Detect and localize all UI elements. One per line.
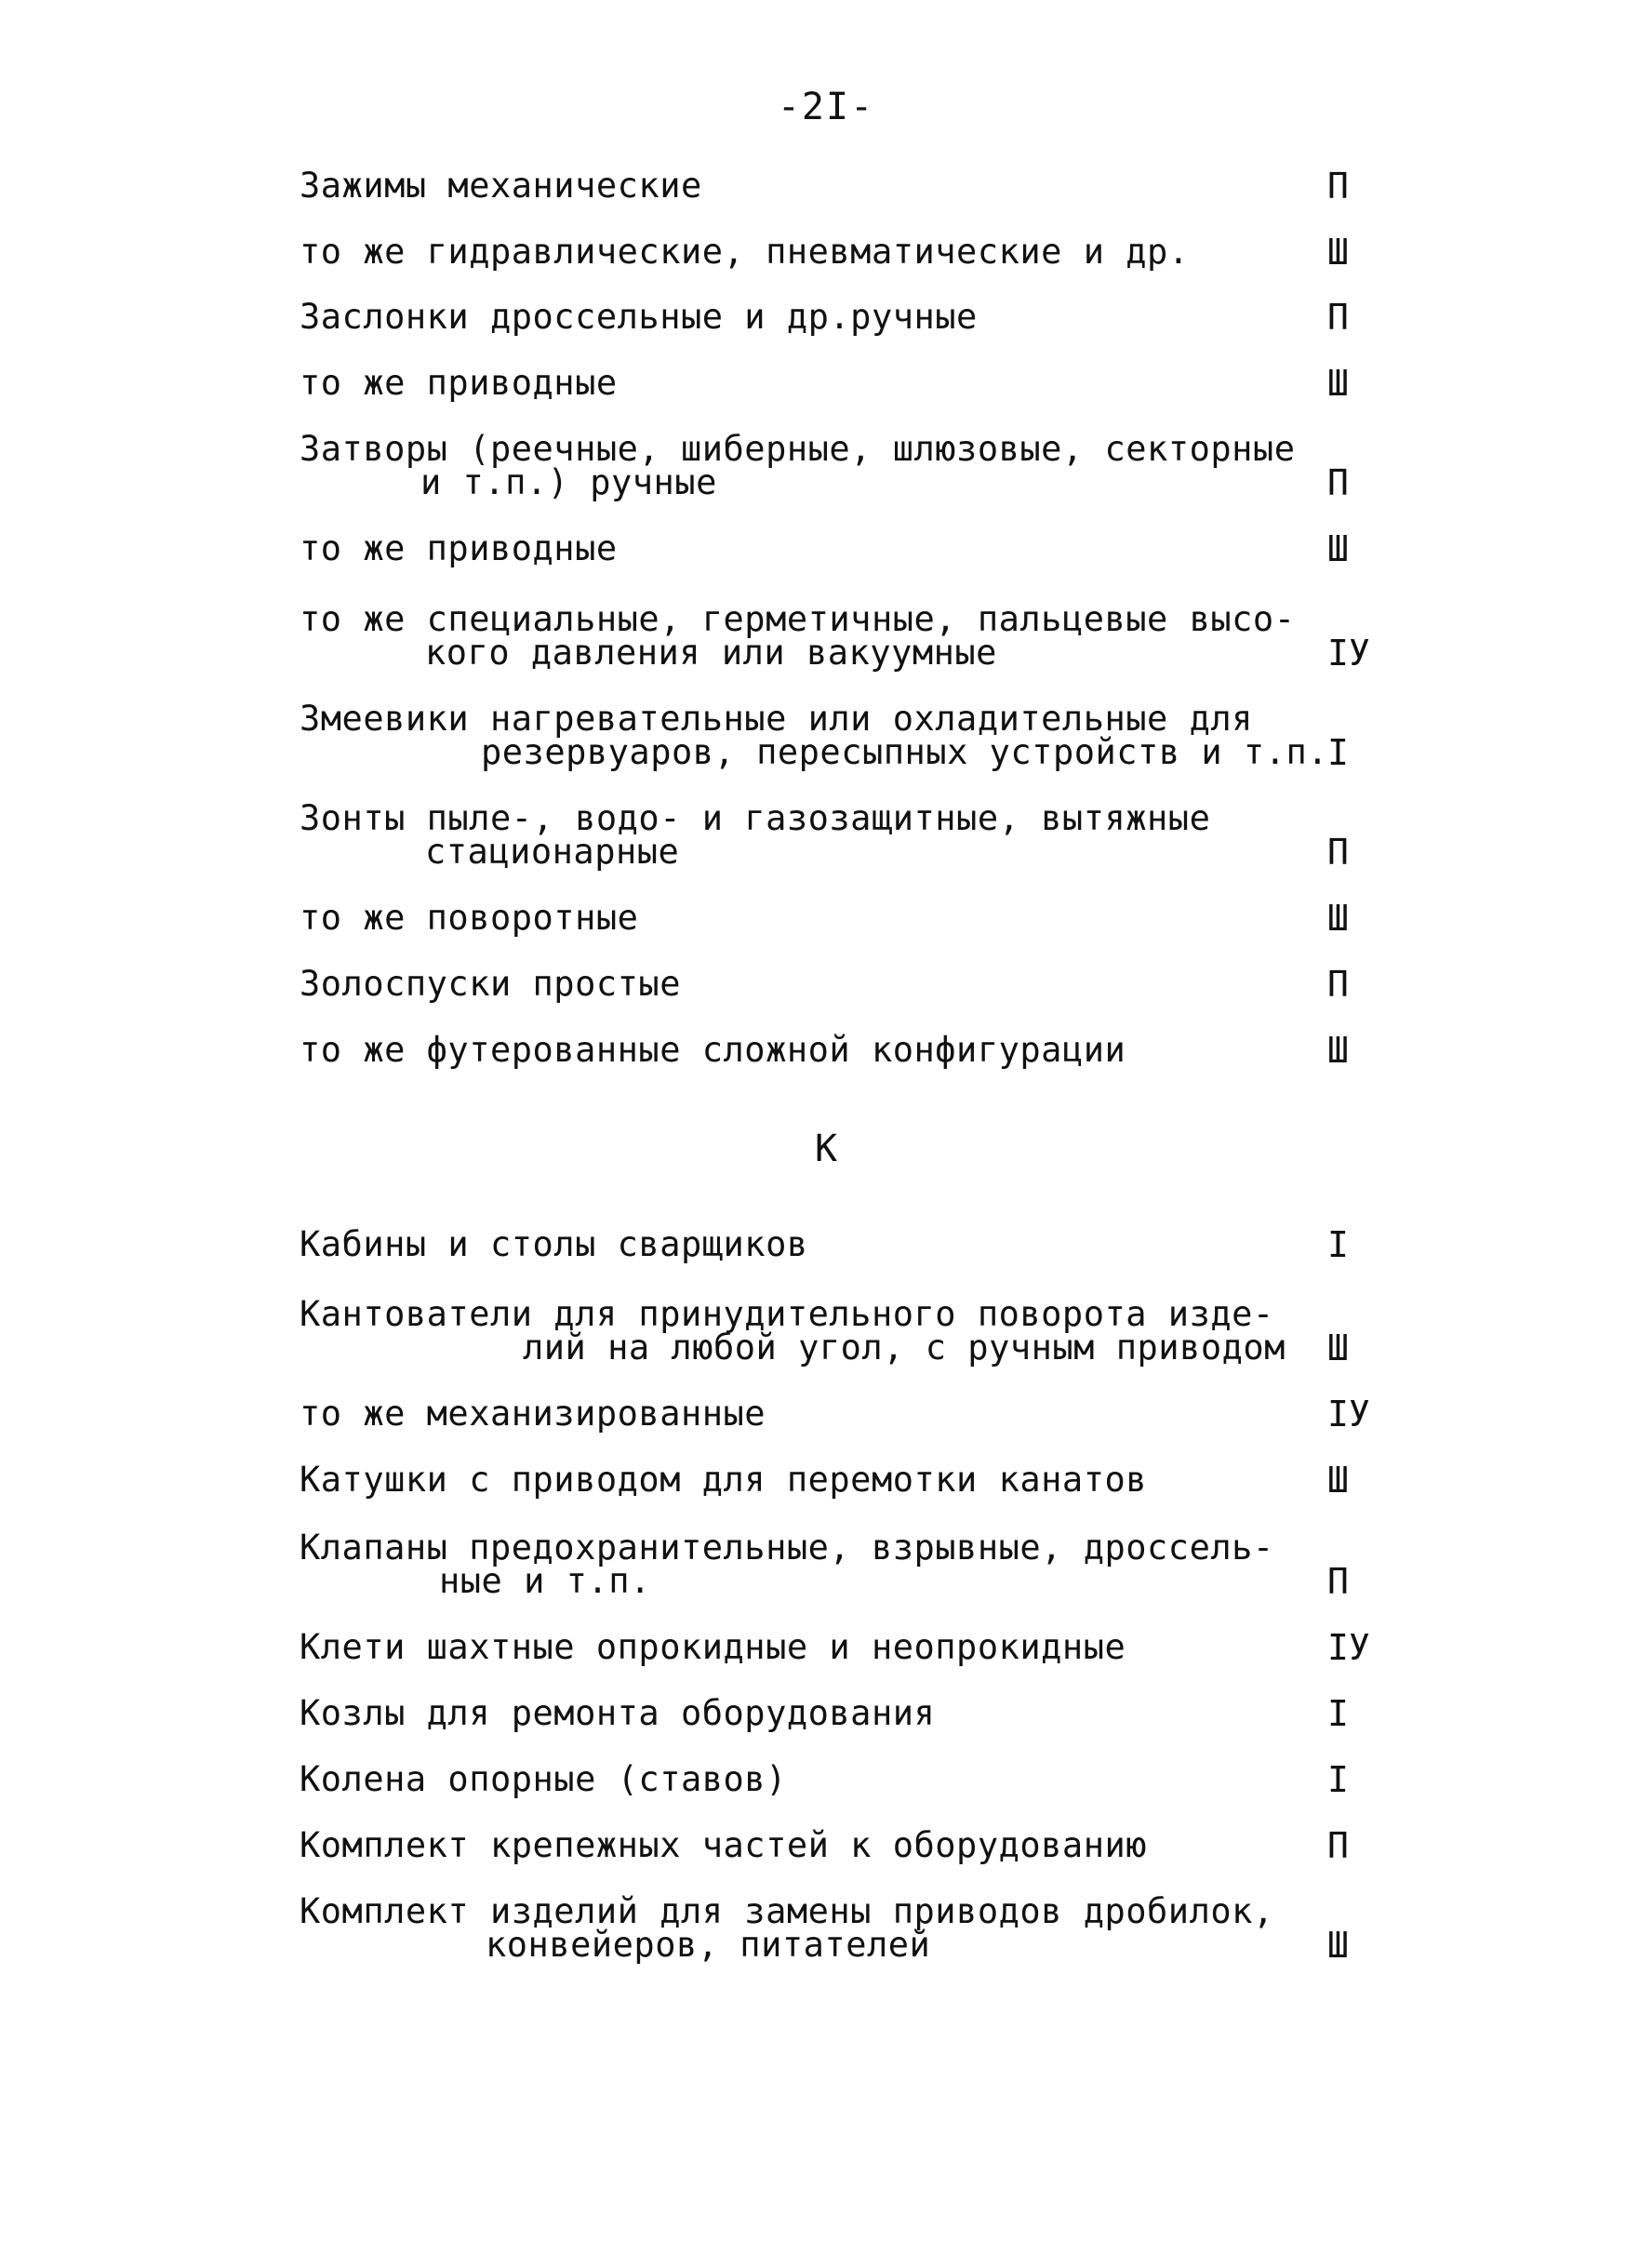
class-value: I (1327, 1693, 1349, 1734)
list-item (300, 699, 1351, 772)
entry-text: то же механизированные (300, 1394, 766, 1434)
class-value: Ш (1327, 363, 1349, 404)
list-item (300, 898, 1351, 938)
class-value: I (1327, 732, 1349, 773)
entry-text: то же приводные (300, 363, 618, 403)
list-item (300, 297, 1351, 337)
entry-text: Заслонки дроссельные и др.ручные (300, 297, 978, 337)
entry-text-continued: и т.п.) ручные (420, 462, 717, 502)
entry-text: то же футерованные сложной конфигурации (300, 1030, 1126, 1070)
entry-text: то же специальные, герметичные, пальцевые высо- (300, 599, 1296, 639)
entry-text: Комплект крепежных частей к оборудованию (300, 1825, 1148, 1865)
class-value: Ш (1327, 1328, 1349, 1368)
list-item (300, 528, 1351, 568)
list-item (300, 1294, 1351, 1368)
entry-text: Колена опорные (ставов) (300, 1759, 787, 1799)
entry-text: Затворы (реечные, шиберные, шлюзовые, секторные (300, 429, 1296, 469)
class-value: П (1327, 1561, 1349, 1602)
class-value: Ш (1327, 1460, 1349, 1501)
list-item (300, 429, 1351, 502)
list-item (300, 1693, 1351, 1733)
class-value: Ш (1327, 898, 1349, 939)
entry-text-continued: резервуаров, пересыпных устройств и т.п. (481, 732, 1329, 772)
class-value: П (1327, 297, 1349, 338)
entry-text-continued: стационарные (425, 832, 680, 872)
list-item (300, 1759, 1351, 1799)
class-value: П (1327, 1825, 1349, 1866)
entry-text: Кабины и столы сварщиков (300, 1224, 808, 1264)
class-value: IУ (1327, 633, 1370, 674)
class-value: Ш (1327, 1925, 1349, 1966)
list-item (300, 1528, 1351, 1601)
entry-text-continued: лий на любой угол, с ручным приводом (523, 1328, 1286, 1368)
entry-text: Зажимы механические (300, 166, 702, 206)
entry-text: то же гидравлические, пневматические и др. (300, 232, 1190, 272)
entry-text: Кантователи для принудительного поворота изде- (300, 1294, 1274, 1334)
entry-text: Клети шахтные опрокидные и неопрокидные (300, 1627, 1126, 1667)
entry-text: Клапаны предохранительные, взрывные, дроссель- (300, 1528, 1274, 1568)
list-item (300, 1030, 1351, 1070)
list-item (300, 1224, 1351, 1264)
list-item (300, 363, 1351, 403)
class-value: Ш (1327, 1030, 1349, 1071)
list-item (300, 1891, 1351, 1965)
entry-text: Козлы для ремонта оборудования (300, 1693, 936, 1733)
list-item (300, 798, 1351, 872)
list-item (300, 1825, 1351, 1865)
entry-text-continued: кого давления или вакуумные (425, 633, 997, 673)
class-value: П (1327, 964, 1349, 1005)
class-value: П (1327, 462, 1349, 503)
class-value: IУ (1327, 1394, 1370, 1434)
class-value: П (1327, 832, 1349, 873)
class-value: П (1327, 166, 1349, 207)
page-number: -2I- (777, 86, 875, 128)
entry-text: Золоспуски простые (300, 964, 681, 1004)
list-item (300, 964, 1351, 1004)
class-value: IУ (1327, 1627, 1370, 1668)
list-item (300, 1460, 1351, 1500)
entry-text: Комплект изделий для замены приводов дробилок, (300, 1891, 1274, 1931)
entry-text: то же поворотные (300, 898, 639, 938)
list-item (300, 232, 1351, 272)
section-letter: К (814, 1128, 838, 1170)
class-value: Ш (1327, 232, 1349, 273)
entry-text: Катушки с приводом для перемотки канатов (300, 1460, 1148, 1500)
list-item (300, 599, 1351, 673)
entry-text-continued: конвейеров, питателей (486, 1925, 931, 1965)
class-value: I (1327, 1759, 1349, 1800)
class-value: Ш (1327, 528, 1349, 569)
list-item (300, 166, 1351, 206)
entry-text: Зонты пыле-, водо- и газозащитные, вытяжные (300, 798, 1211, 838)
entry-text: то же приводные (300, 528, 618, 568)
entry-text: Змеевики нагревательные или охладительные для (300, 699, 1253, 739)
entry-text-continued: ные и т.п. (439, 1561, 651, 1601)
class-value: I (1327, 1224, 1349, 1265)
